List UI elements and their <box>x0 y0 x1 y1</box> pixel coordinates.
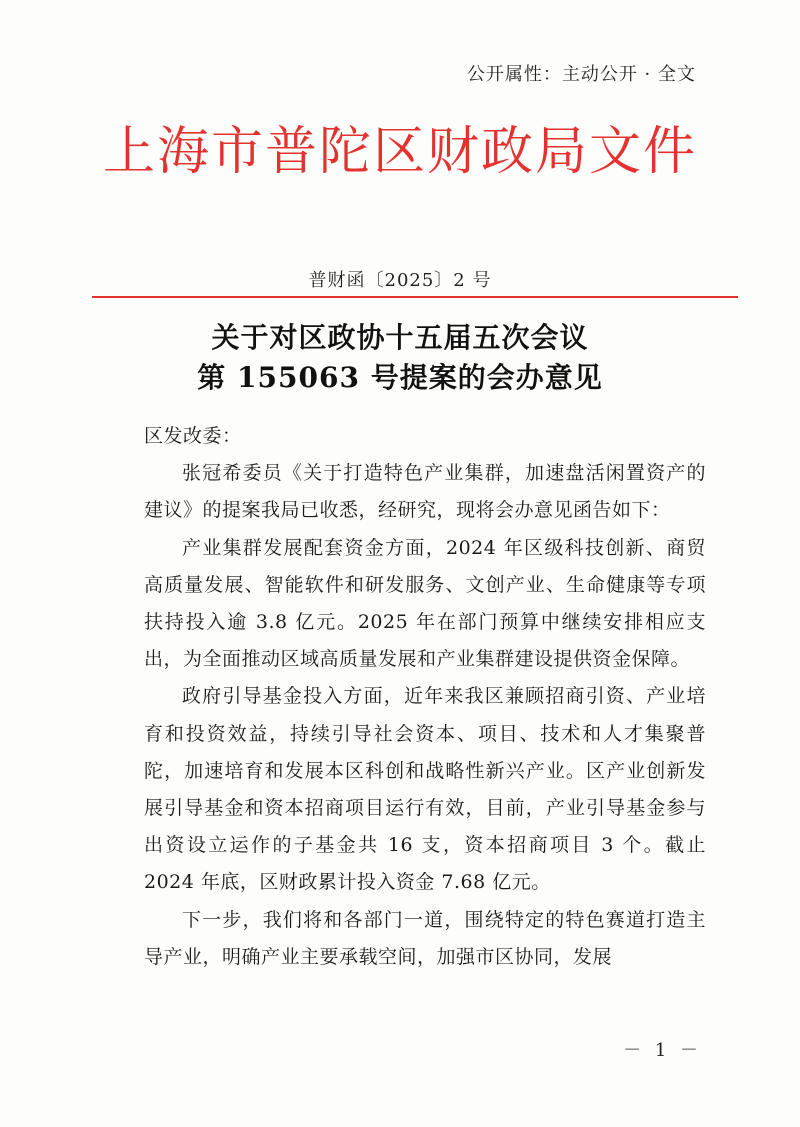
agency-document-header: 上海市普陀区财政局文件 <box>102 122 697 182</box>
paragraph-guidance-fund: 政府引导基金投入方面，近年来我区兼顾招商引资、产业培育和投资效益，持续引导社会资本、项目、技术和人才集聚普陀，加速培育和发展本区科创和战略性新兴产业。区产业创新发展引导基金和资本招商项目运行有效，目前，产业引导基金参与出资设立运作的子基金共 16 支，资本招商项目 3 个。截止 2024 年底，区财政累计投入资金 7.68 亿元。 <box>144 685 706 894</box>
title-line-2: 第 155063 号提案的会办意见 <box>197 361 603 394</box>
paragraph-intro: 张冠希委员《关于打造特色产业集群，加速盘活闲置资产的建议》的提案我局已收悉，经研究，现将会办意见函告如下： <box>144 462 706 522</box>
red-divider-line <box>92 296 738 298</box>
document-body <box>144 418 706 976</box>
page-number: － 1 － <box>623 1040 702 1061</box>
paragraph-next-steps: 下一步，我们将和各部门一道，围绕特定的特色赛道打造主导产业，明确产业主要承载空间，加强市区协同，发展 <box>144 908 706 968</box>
title-line-1: 关于对区政协十五届五次会议 <box>211 321 589 354</box>
disclosure-attribute: 公开属性：主动公开 · 全文 <box>466 64 696 85</box>
paragraph-industry-funding: 产业集群发展配套资金方面，2024 年区级科技创新、商贸高质量发展、智能软件和研发服务、文创产业、生命健康等专项扶持投入逾 3.8 亿元。2025 年在部门预算中继续安排相应支出，为全面推动区域高质量发展和产业集群建设提供资金保障。 <box>144 536 706 671</box>
salutation: 区发改委： <box>144 425 242 447</box>
document-number: 普财函〔2025〕2 号 <box>308 270 492 291</box>
document-title <box>0 318 800 398</box>
